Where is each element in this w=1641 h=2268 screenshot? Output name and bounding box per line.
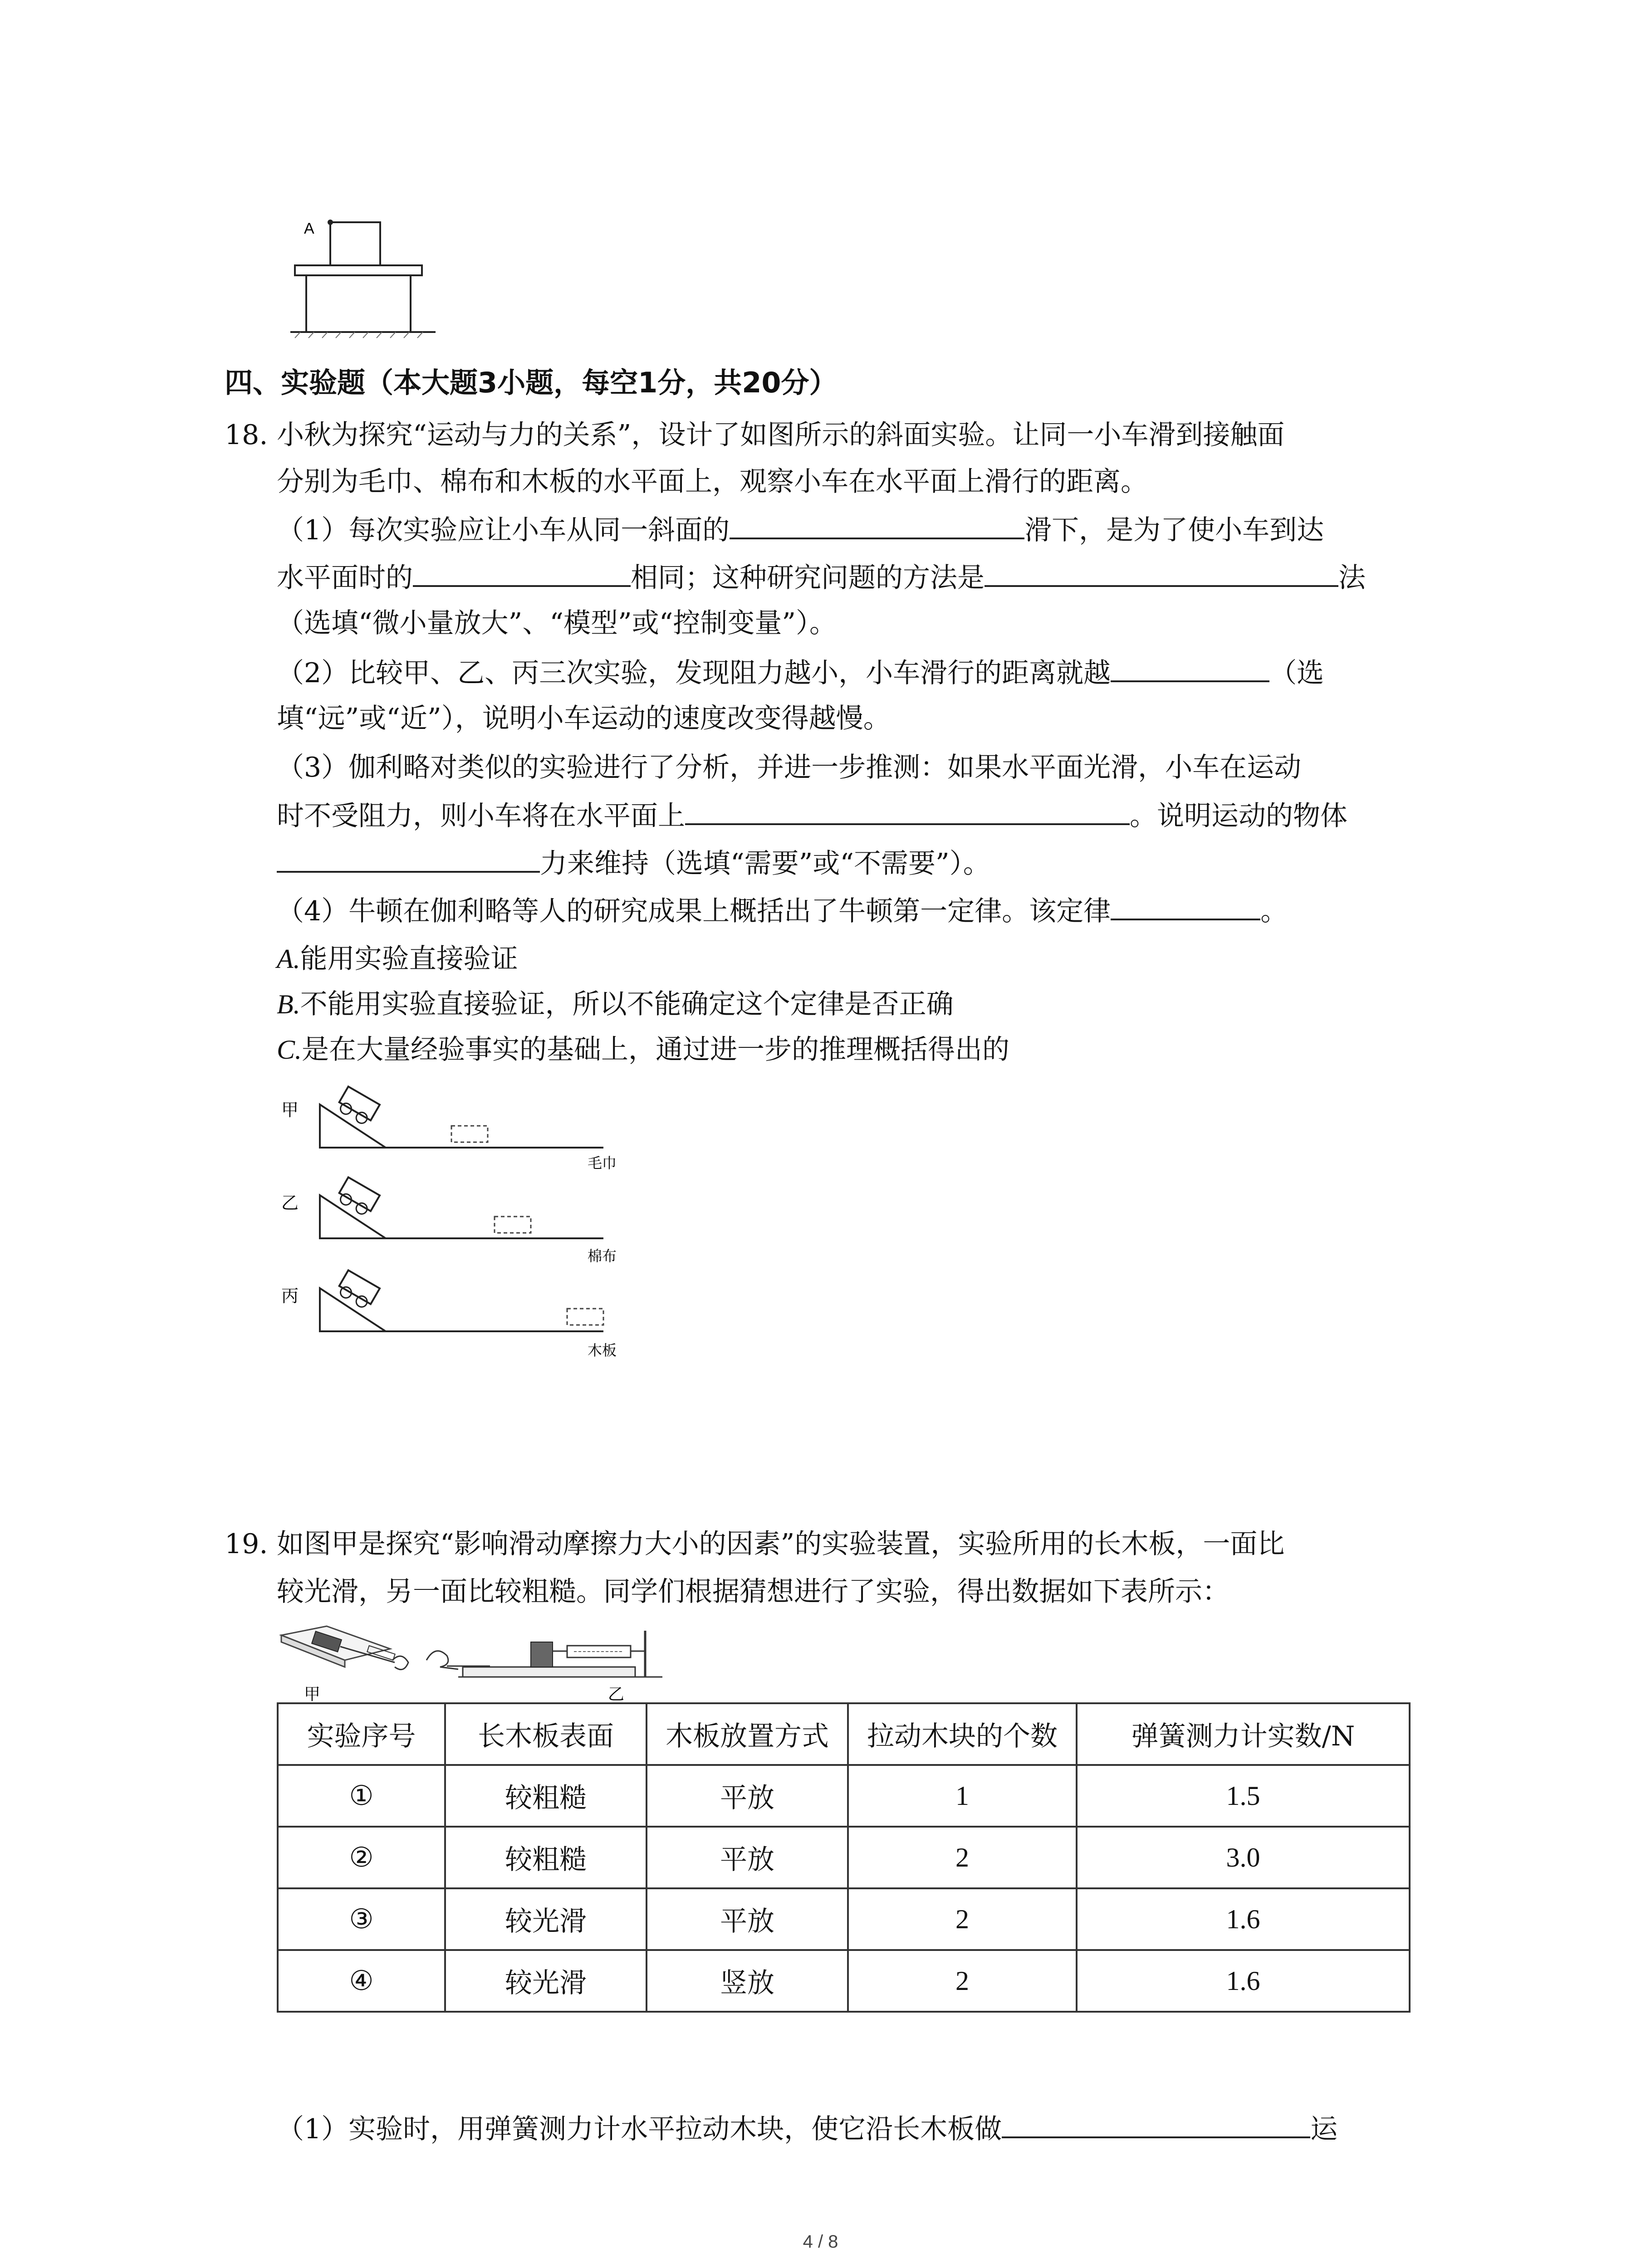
header-trial-number: 实验序号 — [278, 1703, 445, 1765]
q18-p1-text-f: （选填“微小量放大”、“模型”或“控制变量”）。 — [277, 607, 837, 639]
q18-p3-text-a: （3）伽利略对类似的实验进行了分析，并进一步推测：如果水平面光滑，小车在运动 — [277, 752, 1302, 783]
header-placement: 木板放置方式 — [647, 1703, 848, 1765]
cart-bing — [335, 1270, 380, 1310]
cell-surface: 较粗糙 — [445, 1827, 647, 1888]
q19-p1-text-a: （1）实验时，用弹簧测力计水平拉动木块，使它沿长木板做 — [277, 2113, 1002, 2145]
q18-part2-line1 — [277, 649, 1324, 698]
cell-count: 2 — [848, 1888, 1077, 1950]
stop-position-bing — [567, 1309, 603, 1325]
q18-intro-line1: 小秋为探究“运动与力的关系”，设计了如图所示的斜面实验。让同一小车滑到接触面 — [277, 419, 1285, 451]
q18-intro-line2: 分别为毛巾、棉布和木板的水平面上，观察小车在水平面上滑行的距离。 — [277, 466, 1148, 498]
cell-trial: ③ — [278, 1888, 445, 1950]
apparatus-yi — [458, 1631, 662, 1677]
row-label-yi: 乙 — [281, 1193, 299, 1213]
row-label-jia: 甲 — [281, 1100, 299, 1120]
cell-reading: 1.5 — [1077, 1765, 1410, 1827]
q18-p1-blank-speed[interactable] — [413, 557, 631, 587]
cell-reading: 3.0 — [1077, 1827, 1410, 1888]
q19-p1-blank-motion-type[interactable] — [1002, 2108, 1310, 2138]
cell-placement: 平放 — [647, 1827, 848, 1888]
cell-trial: ① — [278, 1765, 445, 1827]
table-row — [278, 1888, 1410, 1950]
option-b-letter: B. — [277, 989, 300, 1019]
q19-part1-line1 — [277, 2105, 1337, 2154]
q18-p1-text-b: 滑下，是为了使小车到达 — [1024, 514, 1324, 546]
surface-label-jia: 毛巾 — [588, 1154, 617, 1172]
option-a-text: 能用实验直接验证 — [300, 943, 518, 975]
q18-p2-text-b: （选 — [1269, 657, 1324, 689]
q18-part4-line1 — [277, 887, 1288, 936]
table-row — [278, 1950, 1410, 2012]
option-c-letter: C. — [277, 1035, 302, 1065]
cell-trial: ② — [278, 1827, 445, 1888]
cell-trial: ④ — [278, 1950, 445, 2012]
header-board-surface: 长木板表面 — [445, 1703, 647, 1765]
option-a-letter: A. — [277, 944, 300, 974]
q18-p4-text-b: 。 — [1260, 895, 1288, 927]
q18-part1-line1 — [277, 506, 1324, 555]
cell-surface: 较粗糙 — [445, 1765, 647, 1827]
block — [330, 222, 380, 265]
table-block-figure — [290, 213, 440, 340]
q18-part3-line3 — [277, 839, 990, 888]
cart-yi — [335, 1177, 380, 1217]
header-block-count: 拉动木块的个数 — [848, 1703, 1077, 1765]
q18-p1-text-a: （1）每次实验应让小车从同一斜面的 — [277, 514, 730, 546]
cell-count: 1 — [848, 1765, 1077, 1827]
section-heading: 四、实验题（本大题3小题，每空1分，共20分） — [225, 366, 838, 399]
cell-placement: 竖放 — [647, 1950, 848, 2012]
figure-label-yi: 乙 — [608, 1685, 625, 1703]
q18-option-c[interactable] — [277, 1025, 1009, 1074]
friction-apparatus-figure — [277, 1617, 681, 1703]
q18-p1-blank-method[interactable] — [985, 557, 1338, 587]
header-scale-reading: 弹簧测力计实数/N — [1077, 1703, 1410, 1765]
q18-p3-text-d: 力来维持（选填“需要”或“不需要”）。 — [540, 848, 990, 880]
q19-intro-line1: 如图甲是探究“影响滑动摩擦力大小的因素”的实验装置，实验所用的长木板，一面比 — [277, 1528, 1285, 1560]
experiment-data-table — [277, 1702, 1411, 2013]
table-header-row — [278, 1703, 1410, 1765]
cart-jia — [335, 1086, 380, 1127]
cell-placement: 平放 — [647, 1765, 848, 1827]
q18-p3-text-c: 。说明运动的物体 — [1130, 800, 1347, 832]
cell-surface: 较光滑 — [445, 1888, 647, 1950]
table-top — [295, 265, 422, 275]
cell-count: 2 — [848, 1950, 1077, 2012]
q18-part1-line2 — [277, 553, 1366, 602]
cell-reading: 1.6 — [1077, 1950, 1410, 2012]
table-row — [278, 1765, 1410, 1827]
q18-p1-blank-slide-position[interactable] — [730, 509, 1024, 539]
q18-part3-line2 — [277, 792, 1347, 841]
option-c-text: 是在大量经验事实的基础上，通过进一步的推理概括得出的 — [302, 1034, 1010, 1066]
cell-count: 2 — [848, 1827, 1077, 1888]
stop-position-jia — [451, 1126, 488, 1142]
q18-p1-text-c: 水平面时的 — [277, 562, 413, 594]
q19-number: 19. — [225, 1528, 268, 1560]
q18-option-b[interactable] — [277, 980, 954, 1029]
q18-p1-text-e: 法 — [1338, 562, 1366, 594]
q18-p2-text-a: （2）比较甲、乙、丙三次实验，发现阻力越小，小车滑行的距离就越 — [277, 657, 1111, 689]
q18-p1-text-d: 相同；这种研究问题的方法是 — [631, 562, 985, 594]
incline-experiment-figure — [277, 1084, 622, 1365]
row-label-bing: 丙 — [281, 1286, 299, 1306]
cell-reading: 1.6 — [1077, 1888, 1410, 1950]
q18-p3-blank-need-force[interactable] — [277, 843, 540, 873]
q18-p4-text-a: （4）牛顿在伽利略等人的研究成果上概括出了牛顿第一定律。该定律 — [277, 895, 1111, 927]
q18-p2-text-c: 填“远”或“近”），说明小车运动的速度改变得越慢。 — [277, 703, 891, 734]
q18-p3-text-b: 时不受阻力，则小车将在水平面上 — [277, 800, 685, 832]
q18-p3-blank-motion[interactable] — [685, 795, 1130, 825]
q18-p2-blank-distance[interactable] — [1111, 652, 1269, 682]
cell-surface: 较光滑 — [445, 1950, 647, 2012]
q18-p4-blank-answer[interactable] — [1111, 890, 1260, 920]
page-number: 4 / 8 — [803, 2232, 838, 2252]
q18-option-a[interactable] — [277, 934, 518, 983]
surface-label-yi: 棉布 — [588, 1247, 617, 1265]
option-b-text: 不能用实验直接验证，所以不能确定这个定律是否正确 — [300, 988, 954, 1020]
surface-label-bing: 木板 — [588, 1342, 617, 1359]
cell-placement: 平放 — [647, 1888, 848, 1950]
q18-number: 18. — [225, 419, 268, 451]
stop-position-yi — [495, 1217, 531, 1233]
point-a-label: A — [304, 220, 314, 237]
apparatus-jia — [281, 1626, 408, 1670]
figure-label-jia: 甲 — [304, 1685, 321, 1703]
q19-intro-line2: 较光滑，另一面比较粗糙。同学们根据猜想进行了实验，得出数据如下表所示： — [277, 1576, 1230, 1608]
table-row — [278, 1827, 1410, 1888]
q19-p1-text-b: 运 — [1310, 2113, 1338, 2145]
